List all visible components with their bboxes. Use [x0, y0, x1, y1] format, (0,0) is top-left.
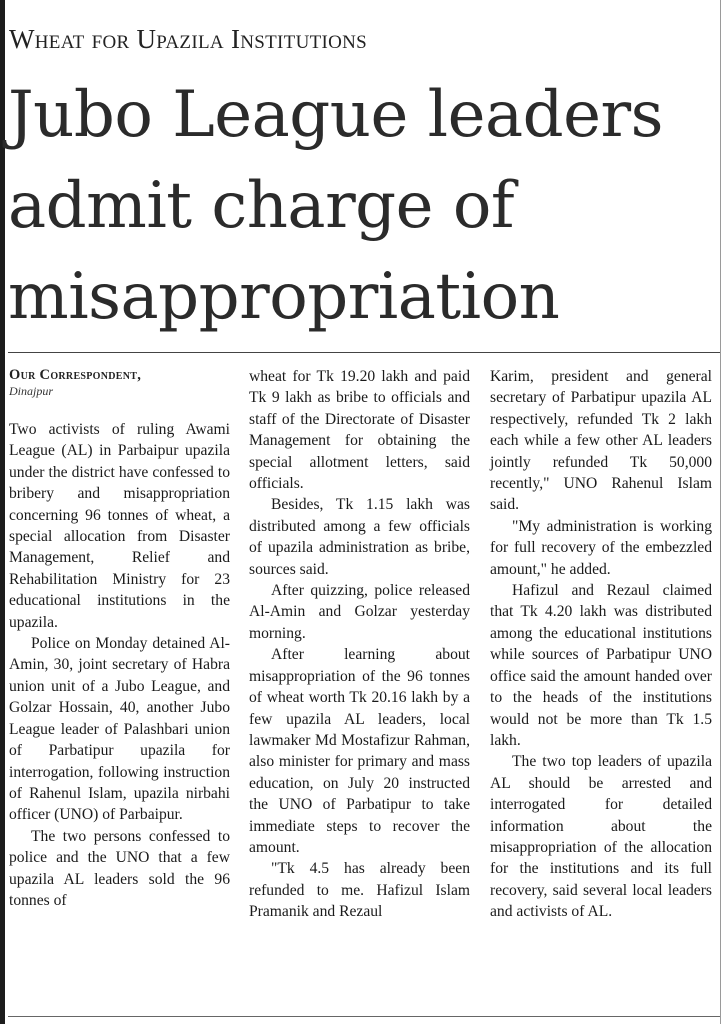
column-1	[9, 366, 230, 911]
paragraph: "My administration is working for full recovery of the embezzled amount," he added.	[490, 517, 712, 578]
byline-place: Dinajpur	[9, 384, 54, 398]
paragraph: Hafizul and Rezaul claimed that Tk 4.20 lakh was distributed among the educational institutions while sources of Parbatipur UNO office said the amount handed over to the heads of the institutions would not be more than Tk 1.5 lakh.	[490, 582, 712, 749]
right-edge-rule	[720, 0, 721, 1024]
left-edge-bar	[0, 0, 5, 1024]
headline-divider	[8, 352, 720, 353]
paragraph: After quizzing, police released Al-Amin and Golzar yesterday morning.	[249, 582, 470, 642]
headline	[8, 70, 720, 343]
paragraph: "Tk 4.5 has already been refunded to me. Hafizul Islam Pramanik and Rezaul	[249, 860, 470, 921]
paragraph: Besides, Tk 1.15 lakh was distributed among a few officials of upazila administration as bribe, sources said.	[249, 496, 470, 578]
paragraph: After learning about misappropriation of the 96 tonnes of wheat worth Tk 20.16 lakh by a few upazila AL leaders, local lawmaker Md Mostafizur Rahman, also minister for primary and mass education, on July 20 instructed the UNO of Parbatipur to take immediate steps to recover the amount.	[249, 646, 470, 856]
byline-author: Our Correspondent,	[9, 367, 142, 383]
headline-line-2: admit charge of	[8, 169, 515, 243]
paragraph: The two persons confessed to police and the UNO that a few upazila AL leaders sold the 96 tonnes of	[9, 827, 230, 909]
headline-line-3: misappropriation	[8, 260, 560, 334]
paragraph: Police on Monday detained Al-Amin, 30, joint secretary of Habra union unit of a Jubo League, and Golzar Hossain, 40, another Jubo League leader of Palashbari union of Parbatipur upazila for interrogation, following instruction of Rahenul Islam, upazila nirbahi officer (UNO) of Parbaipur.	[9, 635, 230, 824]
paragraph: The two top leaders of upazila AL should be arrested and interrogated for detailed information about the misappropriation of the allocation for the institutions and its full recovery, said several local leaders and activists of AL.	[490, 753, 712, 921]
column-3	[490, 366, 712, 923]
paragraph: Two activists of ruling Awami League (AL) in Parbaipur upazila under the district have confessed to bribery and misappropriation concerning 96 tonnes of wheat, a special allocation from Disaster Management, Relief and Rehabilitation Ministry for 23 educational institutions in the upazila.	[9, 421, 230, 631]
paragraph: Karim, president and general secretary of Parbatipur upazila AL respectively, refunded Tk 2 lakh each while a few other AL leaders jointly refunded Tk 50,000 recently," UNO Rahenul Islam said.	[490, 368, 712, 514]
headline-line-1: Jubo League leaders	[8, 78, 663, 152]
bottom-divider	[8, 1016, 720, 1017]
column-2	[249, 366, 470, 923]
kicker: Wheat for Upazila Institutions	[9, 24, 368, 54]
paragraph: wheat for Tk 19.20 lakh and paid Tk 9 lakh as bribe to officials and staff of the Directorate of Disaster Management for obtaining the special allotment letters, said officials.	[249, 368, 470, 493]
